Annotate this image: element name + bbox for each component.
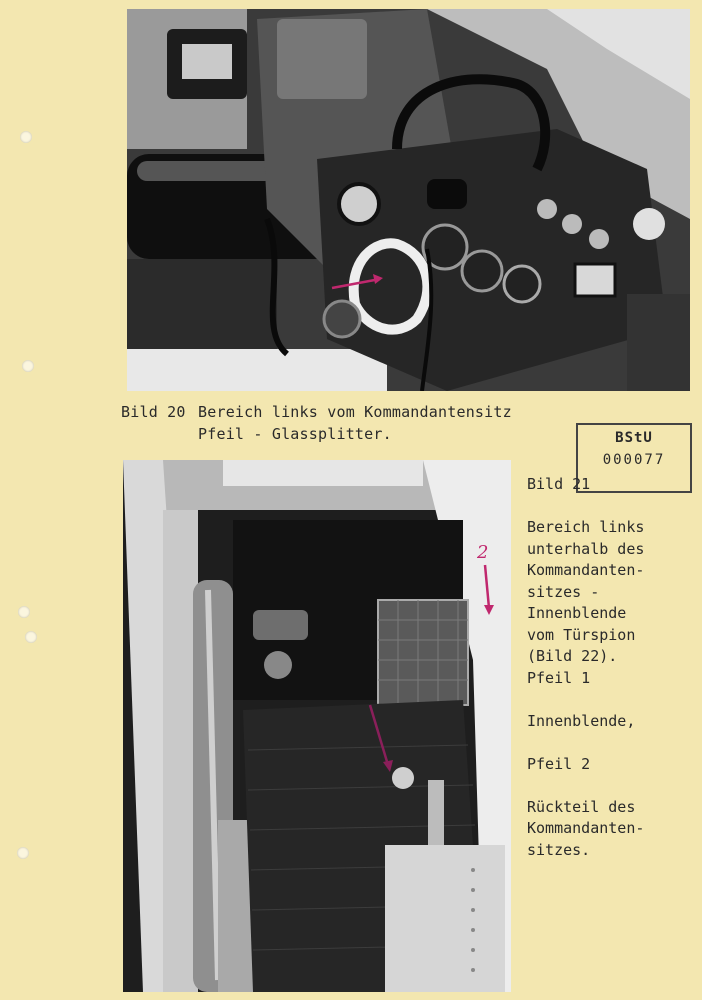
caption-bild-20-label: Bild 20	[121, 403, 186, 421]
photo-bild-20	[127, 9, 690, 391]
caption-bild-21-line: Innenblende,	[527, 711, 636, 730]
punch-hole-4	[25, 631, 37, 643]
caption-bild-20-line2: Pfeil - Glassplitter.	[198, 425, 392, 443]
caption-bild-21-line: unterhalb des	[527, 539, 645, 558]
caption-bild-21-line: (Bild 22).	[527, 647, 618, 665]
caption-bild-21-line: sitzes -	[527, 582, 600, 601]
caption-bild-21-line: Bereich links	[527, 518, 645, 536]
caption-bild-21-line: Rückteil des	[527, 797, 636, 816]
punch-hole-3	[18, 606, 30, 618]
archive-stamp	[576, 423, 692, 493]
caption-bild-21-line: Pfeil 2	[527, 754, 591, 773]
caption-bild-21-line: Bild 21	[527, 475, 591, 493]
punch-hole-2	[22, 360, 34, 372]
stamp-line-2: 000077	[602, 452, 666, 468]
caption-bild-21-line: sitzes.	[527, 840, 591, 859]
punch-hole-1	[20, 131, 32, 143]
caption-bild-21-line: Kommandanten-	[527, 561, 645, 579]
stamp-line-1: BStU	[615, 430, 653, 446]
caption-bild-21-line: Pfeil 1	[527, 668, 591, 687]
arrow-2-label: 2	[477, 542, 489, 563]
caption-bild-21-line: Innenblende	[527, 604, 627, 622]
caption-bild-21-line: Kommandanten-	[527, 819, 645, 837]
photo-bild-21	[123, 460, 511, 992]
caption-bild-20-line1: Bereich links vom Kommandantensitz	[198, 403, 512, 421]
punch-hole-5	[17, 847, 29, 859]
caption-bild-21-line: vom Türspion	[527, 625, 636, 644]
